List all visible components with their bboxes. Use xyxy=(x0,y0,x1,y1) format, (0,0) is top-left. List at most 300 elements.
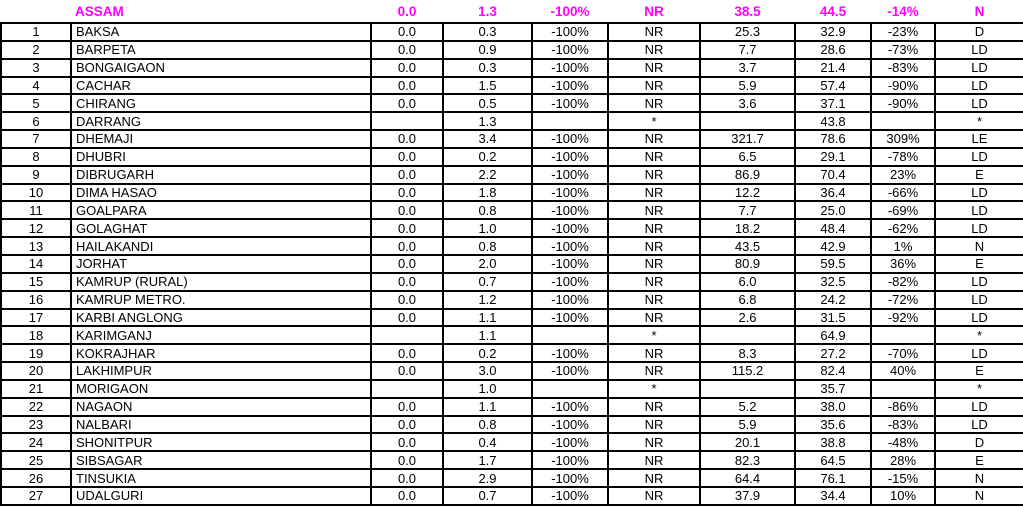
header-value-cell: 38.5 xyxy=(734,3,761,19)
value-cell: -100% xyxy=(532,219,608,237)
district-name: BONGAIGAON xyxy=(71,59,371,77)
value-cell: 2.6 xyxy=(700,309,795,327)
row-number: 26 xyxy=(1,469,71,487)
value-cell: -100% xyxy=(532,487,608,505)
value-cell: 1.1 xyxy=(443,326,532,344)
value-cell: NR xyxy=(608,309,700,327)
value-cell: 64.4 xyxy=(700,469,795,487)
table-row xyxy=(1,166,1023,184)
value-cell: -100% xyxy=(532,469,608,487)
value-cell: -78% xyxy=(871,148,935,166)
value-cell: LE xyxy=(935,130,1023,148)
value-cell: 1.1 xyxy=(443,309,532,327)
value-cell: LD xyxy=(935,184,1023,202)
table-row xyxy=(1,112,1023,130)
value-cell: 0.3 xyxy=(443,59,532,77)
district-name: UDALGURI xyxy=(71,487,371,505)
value-cell: 38.8 xyxy=(795,433,871,451)
value-cell: -100% xyxy=(532,362,608,380)
row-number: 25 xyxy=(1,451,71,469)
value-cell: 0.0 xyxy=(371,344,443,362)
value-cell: N xyxy=(935,487,1023,505)
row-number: 12 xyxy=(1,219,71,237)
table-row xyxy=(1,362,1023,380)
value-cell xyxy=(700,380,795,398)
value-cell: 31.5 xyxy=(795,309,871,327)
value-cell: 2.9 xyxy=(443,469,532,487)
value-cell: 48.4 xyxy=(795,219,871,237)
value-cell xyxy=(371,326,443,344)
value-cell: -23% xyxy=(871,23,935,41)
value-cell: NR xyxy=(608,255,700,273)
value-cell: 59.5 xyxy=(795,255,871,273)
table-row xyxy=(1,77,1023,95)
value-cell: * xyxy=(608,112,700,130)
table-row xyxy=(1,344,1023,362)
table-row xyxy=(1,219,1023,237)
value-cell: -90% xyxy=(871,77,935,95)
value-cell: NR xyxy=(608,77,700,95)
value-cell: 3.6 xyxy=(700,94,795,112)
table-row xyxy=(1,148,1023,166)
table-row xyxy=(1,416,1023,434)
table-row xyxy=(1,41,1023,59)
value-cell: -100% xyxy=(532,184,608,202)
table-row xyxy=(1,291,1023,309)
value-cell: NR xyxy=(608,41,700,59)
value-cell: 0.0 xyxy=(371,362,443,380)
value-cell: -100% xyxy=(532,130,608,148)
district-name: GOALPARA xyxy=(71,201,371,219)
value-cell: LD xyxy=(935,219,1023,237)
value-cell: 321.7 xyxy=(700,130,795,148)
value-cell: -100% xyxy=(532,41,608,59)
row-number: 7 xyxy=(1,130,71,148)
value-cell: LD xyxy=(935,398,1023,416)
table-row xyxy=(1,326,1023,344)
value-cell: LD xyxy=(935,273,1023,291)
value-cell: 24.2 xyxy=(795,291,871,309)
value-cell: 3.4 xyxy=(443,130,532,148)
district-name: DHEMAJI xyxy=(71,130,371,148)
table-row xyxy=(1,309,1023,327)
table-row xyxy=(1,255,1023,273)
value-cell: 27.2 xyxy=(795,344,871,362)
district-name: KAMRUP METRO. xyxy=(71,291,371,309)
value-cell: -100% xyxy=(532,309,608,327)
row-number: 20 xyxy=(1,362,71,380)
value-cell: 7.7 xyxy=(700,201,795,219)
value-cell: 36.4 xyxy=(795,184,871,202)
district-name: HAILAKANDI xyxy=(71,237,371,255)
value-cell: NR xyxy=(608,148,700,166)
row-number: 19 xyxy=(1,344,71,362)
row-number: 6 xyxy=(1,112,71,130)
value-cell: LD xyxy=(935,59,1023,77)
value-cell: 37.9 xyxy=(700,487,795,505)
value-cell: -100% xyxy=(532,94,608,112)
value-cell: 0.0 xyxy=(371,255,443,273)
value-cell: E xyxy=(935,255,1023,273)
value-cell: 35.7 xyxy=(795,380,871,398)
row-number: 23 xyxy=(1,416,71,434)
row-number: 5 xyxy=(1,94,71,112)
district-name: DIMA HASAO xyxy=(71,184,371,202)
value-cell: 37.1 xyxy=(795,94,871,112)
value-cell: NR xyxy=(608,273,700,291)
row-number: 18 xyxy=(1,326,71,344)
value-cell: -100% xyxy=(532,77,608,95)
value-cell: -73% xyxy=(871,41,935,59)
value-cell: -70% xyxy=(871,344,935,362)
value-cell: 0.5 xyxy=(443,94,532,112)
value-cell: 6.8 xyxy=(700,291,795,309)
table-row xyxy=(1,487,1023,505)
value-cell: 1.8 xyxy=(443,184,532,202)
value-cell: 78.6 xyxy=(795,130,871,148)
value-cell: N xyxy=(935,237,1023,255)
value-cell: 3.0 xyxy=(443,362,532,380)
value-cell: 64.9 xyxy=(795,326,871,344)
value-cell: 0.0 xyxy=(371,166,443,184)
value-cell: 0.0 xyxy=(371,184,443,202)
value-cell: * xyxy=(608,326,700,344)
value-cell: 0.2 xyxy=(443,344,532,362)
value-cell: 0.4 xyxy=(443,433,532,451)
value-cell xyxy=(700,112,795,130)
district-name: KARBI ANGLONG xyxy=(71,309,371,327)
row-number: 17 xyxy=(1,309,71,327)
row-number: 14 xyxy=(1,255,71,273)
value-cell: -100% xyxy=(532,433,608,451)
value-cell xyxy=(532,380,608,398)
value-cell xyxy=(532,326,608,344)
value-cell: LD xyxy=(935,148,1023,166)
value-cell: 29.1 xyxy=(795,148,871,166)
value-cell: LD xyxy=(935,201,1023,219)
state-title: ASSAM xyxy=(75,3,124,19)
table-row xyxy=(1,451,1023,469)
district-name: SIBSAGAR xyxy=(71,451,371,469)
value-cell: 0.3 xyxy=(443,23,532,41)
value-cell: 1.2 xyxy=(443,291,532,309)
value-cell: -100% xyxy=(532,398,608,416)
value-cell: 35.6 xyxy=(795,416,871,434)
value-cell: 0.0 xyxy=(371,41,443,59)
table-row xyxy=(1,59,1023,77)
district-name: KAMRUP (RURAL) xyxy=(71,273,371,291)
district-name: SHONITPUR xyxy=(71,433,371,451)
value-cell: 80.9 xyxy=(700,255,795,273)
header-value-cell: 44.5 xyxy=(819,3,847,19)
district-name: CHIRANG xyxy=(71,94,371,112)
value-cell: 0.0 xyxy=(371,130,443,148)
district-name: DIBRUGARH xyxy=(71,166,371,184)
value-cell: 82.4 xyxy=(795,362,871,380)
value-cell: 34.4 xyxy=(795,487,871,505)
value-cell: D xyxy=(935,433,1023,451)
row-number: 15 xyxy=(1,273,71,291)
value-cell: NR xyxy=(608,219,700,237)
value-cell: LD xyxy=(935,291,1023,309)
district-name: DHUBRI xyxy=(71,148,371,166)
value-cell: 1.5 xyxy=(443,77,532,95)
value-cell: N xyxy=(935,469,1023,487)
district-name: JORHAT xyxy=(71,255,371,273)
table-row xyxy=(1,433,1023,451)
value-cell: -72% xyxy=(871,291,935,309)
value-cell: 28% xyxy=(871,451,935,469)
value-cell: * xyxy=(608,380,700,398)
district-name: BAKSA xyxy=(71,23,371,41)
table-row xyxy=(1,398,1023,416)
header-value-cell: -100% xyxy=(550,3,590,19)
district-name: DARRANG xyxy=(71,112,371,130)
value-cell xyxy=(371,112,443,130)
district-name: MORIGAON xyxy=(71,380,371,398)
value-cell: LD xyxy=(935,77,1023,95)
table-row xyxy=(1,94,1023,112)
header-value-cell: -14% xyxy=(887,3,919,19)
district-name: GOLAGHAT xyxy=(71,219,371,237)
value-cell: 0.8 xyxy=(443,416,532,434)
row-number: 2 xyxy=(1,41,71,59)
value-cell: 0.0 xyxy=(371,291,443,309)
district-name: NALBARI xyxy=(71,416,371,434)
value-cell: 309% xyxy=(871,130,935,148)
row-number: 21 xyxy=(1,380,71,398)
value-cell: NR xyxy=(608,344,700,362)
value-cell: 3.7 xyxy=(700,59,795,77)
value-cell: NR xyxy=(608,362,700,380)
value-cell: -100% xyxy=(532,59,608,77)
value-cell: 1.3 xyxy=(443,112,532,130)
value-cell: LD xyxy=(935,94,1023,112)
value-cell: NR xyxy=(608,237,700,255)
value-cell: 1.0 xyxy=(443,380,532,398)
row-number: 1 xyxy=(1,23,71,41)
value-cell: -100% xyxy=(532,166,608,184)
value-cell: 1% xyxy=(871,237,935,255)
header-value-cell: 0.0 xyxy=(397,3,417,19)
value-cell: 18.2 xyxy=(700,219,795,237)
value-cell: 0.0 xyxy=(371,59,443,77)
value-cell: * xyxy=(935,112,1023,130)
value-cell: 82.3 xyxy=(700,451,795,469)
district-name: CACHAR xyxy=(71,77,371,95)
value-cell: -100% xyxy=(532,273,608,291)
value-cell: 2.2 xyxy=(443,166,532,184)
value-cell: -69% xyxy=(871,201,935,219)
value-cell: -100% xyxy=(532,255,608,273)
value-cell: 0.2 xyxy=(443,148,532,166)
value-cell: 0.0 xyxy=(371,487,443,505)
value-cell: 0.0 xyxy=(371,23,443,41)
value-cell: 0.0 xyxy=(371,433,443,451)
value-cell: 0.8 xyxy=(443,237,532,255)
value-cell xyxy=(700,326,795,344)
value-cell: NR xyxy=(608,451,700,469)
value-cell: NR xyxy=(608,291,700,309)
value-cell: 5.9 xyxy=(700,77,795,95)
value-cell: 1.1 xyxy=(443,398,532,416)
summary-header-row xyxy=(1,0,1023,23)
value-cell: -100% xyxy=(532,291,608,309)
value-cell: -48% xyxy=(871,433,935,451)
value-cell: 0.0 xyxy=(371,94,443,112)
value-cell: 0.9 xyxy=(443,41,532,59)
value-cell: NR xyxy=(608,166,700,184)
value-cell: 0.0 xyxy=(371,309,443,327)
value-cell: 0.7 xyxy=(443,487,532,505)
value-cell: -100% xyxy=(532,416,608,434)
table-row xyxy=(1,184,1023,202)
value-cell: 38.0 xyxy=(795,398,871,416)
table-row xyxy=(1,130,1023,148)
value-cell: 10% xyxy=(871,487,935,505)
row-number: 16 xyxy=(1,291,71,309)
value-cell: -90% xyxy=(871,94,935,112)
value-cell: -83% xyxy=(871,59,935,77)
value-cell: 5.9 xyxy=(700,416,795,434)
header-spacer xyxy=(1,0,71,23)
value-cell: 0.0 xyxy=(371,77,443,95)
value-cell: 12.2 xyxy=(700,184,795,202)
value-cell: E xyxy=(935,362,1023,380)
value-cell: 0.0 xyxy=(371,148,443,166)
value-cell: LD xyxy=(935,309,1023,327)
value-cell: 76.1 xyxy=(795,469,871,487)
value-cell: 43.8 xyxy=(795,112,871,130)
row-number: 4 xyxy=(1,77,71,95)
value-cell: LD xyxy=(935,416,1023,434)
value-cell: LD xyxy=(935,344,1023,362)
value-cell: 21.4 xyxy=(795,59,871,77)
value-cell: D xyxy=(935,23,1023,41)
value-cell: NR xyxy=(608,487,700,505)
table-row xyxy=(1,237,1023,255)
value-cell: 0.0 xyxy=(371,237,443,255)
value-cell: 0.0 xyxy=(371,398,443,416)
value-cell: E xyxy=(935,166,1023,184)
value-cell: 1.7 xyxy=(443,451,532,469)
value-cell: 2.0 xyxy=(443,255,532,273)
value-cell: -100% xyxy=(532,237,608,255)
row-number: 10 xyxy=(1,184,71,202)
value-cell: NR xyxy=(608,59,700,77)
value-cell: -100% xyxy=(532,344,608,362)
value-cell: NR xyxy=(608,23,700,41)
value-cell: 5.2 xyxy=(700,398,795,416)
district-name: NAGAON xyxy=(71,398,371,416)
value-cell: 32.9 xyxy=(795,23,871,41)
value-cell xyxy=(871,112,935,130)
district-name: LAKHIMPUR xyxy=(71,362,371,380)
value-cell: 8.3 xyxy=(700,344,795,362)
value-cell: -62% xyxy=(871,219,935,237)
header-value-cell: NR xyxy=(644,3,664,19)
row-number: 22 xyxy=(1,398,71,416)
table-row xyxy=(1,380,1023,398)
value-cell: 6.5 xyxy=(700,148,795,166)
value-cell: 0.0 xyxy=(371,416,443,434)
value-cell: 0.0 xyxy=(371,201,443,219)
table-row xyxy=(1,23,1023,41)
value-cell: NR xyxy=(608,469,700,487)
value-cell: E xyxy=(935,451,1023,469)
value-cell: -82% xyxy=(871,273,935,291)
value-cell: 42.9 xyxy=(795,237,871,255)
value-cell: LD xyxy=(935,41,1023,59)
value-cell: 40% xyxy=(871,362,935,380)
value-cell: 25.0 xyxy=(795,201,871,219)
value-cell: * xyxy=(935,380,1023,398)
value-cell: 70.4 xyxy=(795,166,871,184)
district-rows xyxy=(1,23,1023,505)
value-cell: -100% xyxy=(532,451,608,469)
value-cell: 57.4 xyxy=(795,77,871,95)
row-number: 11 xyxy=(1,201,71,219)
value-cell: NR xyxy=(608,184,700,202)
value-cell: -83% xyxy=(871,416,935,434)
value-cell: 86.9 xyxy=(700,166,795,184)
value-cell: -100% xyxy=(532,23,608,41)
value-cell: 115.2 xyxy=(700,362,795,380)
row-number: 13 xyxy=(1,237,71,255)
value-cell: -66% xyxy=(871,184,935,202)
value-cell: 0.8 xyxy=(443,201,532,219)
district-name: KARIMGANJ xyxy=(71,326,371,344)
value-cell xyxy=(871,380,935,398)
value-cell: NR xyxy=(608,398,700,416)
table-row xyxy=(1,201,1023,219)
value-cell: 20.1 xyxy=(700,433,795,451)
value-cell xyxy=(371,380,443,398)
value-cell: 1.0 xyxy=(443,219,532,237)
value-cell: -92% xyxy=(871,309,935,327)
value-cell: * xyxy=(935,326,1023,344)
value-cell: 0.7 xyxy=(443,273,532,291)
row-number: 24 xyxy=(1,433,71,451)
value-cell xyxy=(871,326,935,344)
value-cell xyxy=(532,112,608,130)
value-cell: NR xyxy=(608,130,700,148)
value-cell: 0.0 xyxy=(371,451,443,469)
value-cell: NR xyxy=(608,201,700,219)
table-row xyxy=(1,273,1023,291)
row-number: 9 xyxy=(1,166,71,184)
district-name: TINSUKIA xyxy=(71,469,371,487)
header-value-cell: 1.3 xyxy=(478,3,497,19)
value-cell: 0.0 xyxy=(371,273,443,291)
value-cell: 23% xyxy=(871,166,935,184)
value-cell: 43.5 xyxy=(700,237,795,255)
value-cell: NR xyxy=(608,433,700,451)
value-cell: 32.5 xyxy=(795,273,871,291)
row-number: 3 xyxy=(1,59,71,77)
table-row xyxy=(1,469,1023,487)
header-value-cell: N xyxy=(974,3,985,19)
value-cell: 28.6 xyxy=(795,41,871,59)
district-name: BARPETA xyxy=(71,41,371,59)
value-cell: -15% xyxy=(871,469,935,487)
value-cell: NR xyxy=(608,94,700,112)
value-cell: 25.3 xyxy=(700,23,795,41)
value-cell: 0.0 xyxy=(371,469,443,487)
value-cell: NR xyxy=(608,416,700,434)
value-cell: -86% xyxy=(871,398,935,416)
value-cell: 0.0 xyxy=(371,219,443,237)
